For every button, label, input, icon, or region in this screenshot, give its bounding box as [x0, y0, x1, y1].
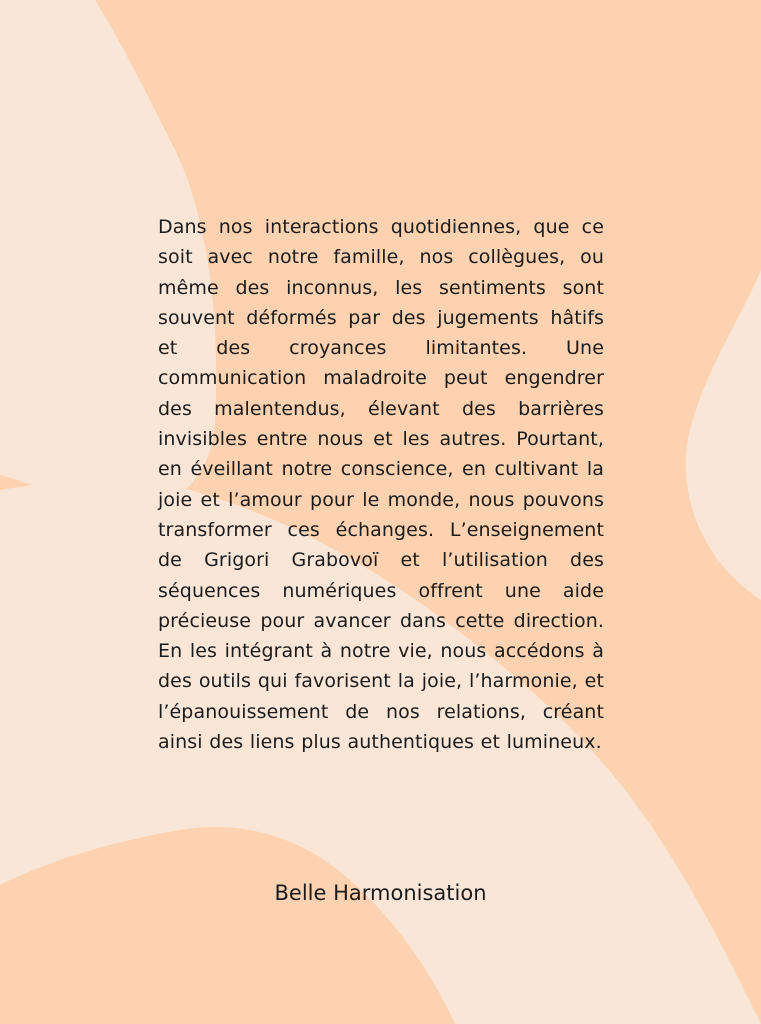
body-paragraph: Dans nos interactions quotidiennes, que ce soit avec notre famille, nos collègues, ou même des inconnus, les sentiments sont souvent déformés par des jugements hâtifs et des croyances limitantes. Une communication maladroite peut engendrer des malentendus, élevant des barrières invisibles entre nous et les autres. Pourtant, en éveillant notre conscience, en cultivant la joie et l’amour pour le monde, nous pouvons transformer ces échanges. L’enseignement de Grigori Grabovoï et l’utilisation des séquences numériques offrent une aide précieuse pour avancer dans cette direction. En les intégrant à notre vie, nous accédons à des outils qui favorisent la joie, l’harmonie, et l’épanouissement de nos relations, créant ainsi des liens plus authentiques et lumineux.	[158, 216, 604, 754]
text-block	[158, 212, 604, 757]
wave-shape-right	[686, 270, 761, 600]
signature: Belle Harmonisation	[274, 881, 487, 905]
